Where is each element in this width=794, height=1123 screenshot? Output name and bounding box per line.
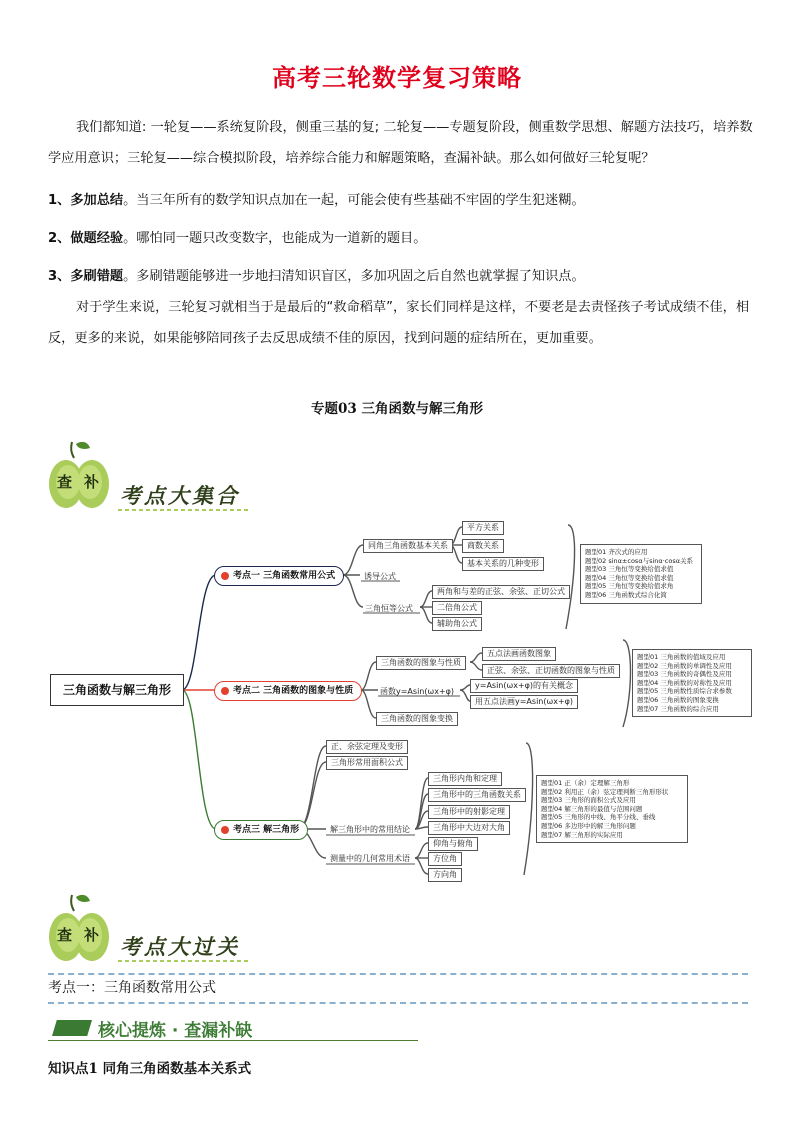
b2-type: 题型06 三角函数的图象变换 bbox=[637, 695, 719, 704]
closing-paragraph: 对于学生来说，三轮复习就相当于是最后的“救命稻草”，家长们同样是这样，不要老是去责怪孩子考试成绩不佳，相反，更多的来说，如果能够陪同孩子去反思成绩不佳的原因，找到问题的症结所在，更加重要。 bbox=[48, 300, 750, 346]
b3-sub2: 三角形常用面积公式 bbox=[326, 756, 408, 770]
branch2-dot-icon bbox=[221, 687, 229, 695]
b3-type-list bbox=[536, 775, 688, 843]
branch1-dot-icon bbox=[221, 572, 229, 580]
point-3-text: 。多刷错题能够进一步地扫清知识盲区，多加巩固之后自然也就掌握了知识点。 bbox=[123, 269, 585, 284]
banner-bottom bbox=[48, 893, 258, 969]
b1-type: 题型02 sinα±cosα与sinα·cosα关系 bbox=[585, 556, 693, 565]
banner-bottom-text: 考点大过关 bbox=[120, 934, 240, 959]
point-1-num: 1、 bbox=[48, 193, 71, 208]
point-3-lead: 多刷错题 bbox=[70, 269, 124, 284]
b1-sub3-item2: 二倍角公式 bbox=[432, 601, 482, 615]
branch1-title: 考点一 三角函数常用公式 bbox=[233, 571, 336, 581]
b3-sub3-item3: 三角形中的射影定理 bbox=[428, 805, 510, 819]
b2-sub1-item2: 正弦、余弦、正切函数的图象与性质 bbox=[482, 664, 620, 678]
branch2-head bbox=[214, 681, 362, 701]
b3-type: 题型02 利用正（余）弦定理判断三角形形状 bbox=[541, 787, 669, 796]
b1-sub2: 诱导公式 bbox=[364, 572, 396, 581]
b1-type-list bbox=[580, 544, 702, 604]
intro-paragraph: 我们都知道: 一轮复——系统复阶段，侧重三基的复; 二轮复——专题复阶段，侧重数学思想、解题方法技巧，培养数学应用意识；三轮复——综合模拟阶段，培养综合能力和解题策略，查漏补缺。那么如何做好三轮复呢？ bbox=[48, 120, 753, 166]
b2-type: 题型01 三角函数的值域及应用 bbox=[637, 653, 726, 661]
knowledge-point-title: 知识点1 同角三角函数基本关系式 bbox=[48, 1061, 252, 1077]
b2-type-list bbox=[632, 649, 752, 717]
mindmap bbox=[48, 515, 748, 885]
b3-sub3-item4: 三角形中大边对大角 bbox=[428, 821, 510, 835]
branch2-title: 考点二 三角函数的图象与性质 bbox=[233, 686, 354, 696]
branch3-dot-icon bbox=[221, 826, 229, 834]
point-2 bbox=[48, 223, 753, 254]
b2-type: 题型04 三角函数的对称性及应用 bbox=[637, 678, 732, 687]
b2-type: 题型02 三角函数的单调性及应用 bbox=[637, 661, 732, 670]
b1-sub1-item2: 商数关系 bbox=[462, 539, 504, 553]
b1-type: 题型06 三角函数式综合化简 bbox=[585, 590, 667, 599]
b2-sub3: 三角函数的图象变换 bbox=[376, 712, 458, 726]
core-label-bar bbox=[48, 1016, 418, 1041]
banner-top-text: 考点大集合 bbox=[120, 483, 240, 508]
b3-sub3: 解三角形中的常用结论 bbox=[330, 825, 410, 834]
mindmap-root: 三角函数与解三角形 bbox=[50, 674, 184, 706]
b3-type: 题型07 解三角形的实际应用 bbox=[541, 830, 623, 839]
b2-sub2-item2: 用五点法画y=Asin(ωx+φ) bbox=[470, 695, 578, 709]
b2-sub2-item1: y=Asin(ωx+φ)的有关概念 bbox=[470, 679, 578, 693]
branch1-head bbox=[214, 566, 344, 586]
point-3 bbox=[48, 261, 753, 292]
b1-sub1-item3: 基本关系的几种变形 bbox=[462, 557, 544, 571]
b2-type: 题型03 三角函数的奇偶性及应用 bbox=[637, 670, 732, 679]
badge-left-char-2: 查 bbox=[57, 926, 73, 944]
b1-sub3-item1: 两角和与差的正弦、余弦、正切公式 bbox=[432, 585, 570, 599]
point-1-lead: 多加总结 bbox=[70, 193, 124, 208]
point-2-lead: 做题经验 bbox=[70, 231, 124, 246]
core-label: 核心提炼 · 查漏补缺 bbox=[98, 1021, 253, 1041]
divider-top bbox=[48, 973, 748, 975]
b1-type: 题型01 齐次式的应用 bbox=[585, 548, 648, 556]
b2-sub1-item1: 五点法画函数图象 bbox=[482, 647, 556, 661]
b1-sub1-item1: 平方关系 bbox=[462, 521, 504, 535]
b1-type: 题型03 三角恒等变换给值求值 bbox=[585, 565, 674, 574]
branch3-head bbox=[214, 820, 308, 840]
b1-type: 题型05 三角恒等变换给值求角 bbox=[585, 582, 674, 591]
b3-type: 题型06 多边形中的解三角形问题 bbox=[541, 821, 636, 830]
b3-type: 题型04 解三角形的最值与范围问题 bbox=[541, 804, 643, 813]
section2-heading: 考点一：三角函数常用公式 bbox=[48, 980, 216, 996]
point-1-text: 。当三年所有的数学知识点加在一起，可能会使有些基础不牢固的学生犯迷糊。 bbox=[123, 193, 585, 208]
b3-type: 题型01 正（余）定理解三角形 bbox=[541, 779, 630, 787]
badge-left-char: 查 bbox=[57, 473, 73, 491]
section-title: 专题03 三角函数与解三角形 bbox=[311, 401, 483, 417]
b1-type: 题型04 三角恒等变换给值求值 bbox=[585, 573, 674, 582]
point-2-text: 。哪怕同一题只改变数字，也能成为一道新的题目。 bbox=[123, 231, 427, 246]
b3-sub4-item1: 仰角与俯角 bbox=[428, 837, 478, 851]
b2-type: 题型07 三角函数的综合应用 bbox=[637, 704, 719, 713]
b1-sub1: 同角三角函数基本关系 bbox=[363, 539, 453, 553]
b1-sub3-item3: 辅助角公式 bbox=[432, 617, 482, 631]
point-1 bbox=[48, 185, 753, 216]
b3-sub4-item2: 方位角 bbox=[428, 852, 462, 866]
b3-type: 题型05 三角形的中线、角平分线、垂线 bbox=[541, 813, 656, 822]
b2-sub2: 函数y=Asin(ωx+φ) bbox=[380, 687, 455, 696]
b3-sub4: 测量中的几何常用术语 bbox=[330, 854, 410, 863]
b3-sub1: 正、余弦定理及变形 bbox=[326, 740, 408, 754]
divider-bottom bbox=[48, 1002, 748, 1004]
banner-top bbox=[48, 440, 258, 516]
b2-type: 题型05 三角函数性质综合求参数 bbox=[637, 687, 732, 696]
doc-title: 高考三轮数学复习策略 bbox=[272, 64, 522, 92]
b2-sub1: 三角函数的图象与性质 bbox=[376, 656, 466, 670]
b3-sub3-item1: 三角形内角和定理 bbox=[428, 772, 502, 786]
badge-right-char: 补 bbox=[84, 473, 100, 491]
branch3-title: 考点三 解三角形 bbox=[233, 825, 300, 835]
b1-sub3: 三角恒等公式 bbox=[365, 604, 413, 613]
b3-sub4-item3: 方向角 bbox=[428, 868, 462, 882]
point-3-num: 3、 bbox=[48, 269, 71, 284]
b3-type: 题型03 三角形的面积公式及应用 bbox=[541, 796, 636, 805]
badge-right-char-2: 补 bbox=[84, 926, 100, 944]
point-2-num: 2、 bbox=[48, 231, 71, 246]
b3-sub3-item2: 三角形中的三角函数关系 bbox=[428, 788, 526, 802]
flag-icon bbox=[52, 1020, 92, 1036]
